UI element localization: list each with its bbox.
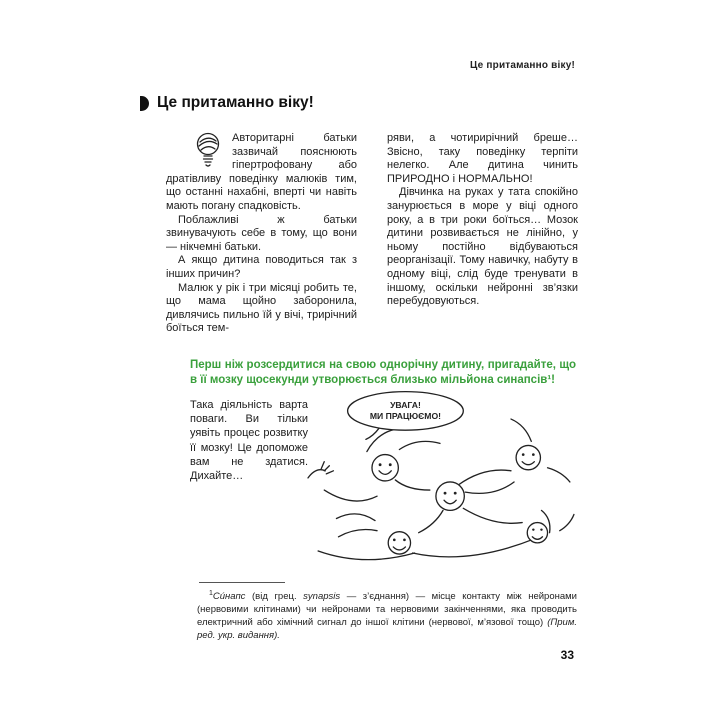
paragraph: ряви, а чотирирічний бреше… Звісно, таку поведінку терпіти нелегко. Але дитина чинить ПРИРОДНО і НОРМАЛЬНО! — [387, 132, 578, 185]
waving-arm-icon — [308, 462, 333, 478]
footnote-divider — [199, 582, 285, 583]
page-number: 33 — [560, 648, 574, 662]
footnote — [197, 582, 577, 642]
footnote-fragment: (від грец. — [245, 591, 304, 603]
neurons-illustration — [306, 388, 578, 580]
neurons-doodle-icon — [306, 388, 578, 580]
neuron-cells — [372, 445, 548, 554]
paragraph: Поблажливі ж батьки звинувачують себе в тому, що вони — нікчемні батьки. — [166, 213, 357, 253]
paragraph: Дівчинка на руках у тата спокійно занурюється в море у віці одного року, а в три роки боїться… Мозок дитини розвивається не лінійно, у ньому постійно відбуваються реорганізації. Тому навичку, набуту в одному віці, слід буде тренувати в іншому, оскільки нейронні зв’язки перебудовуються. — [387, 186, 578, 308]
footnote-term: Сúнапс — [212, 591, 246, 603]
lightbulb-icon — [190, 130, 226, 172]
idea-lightbulb-icon — [166, 132, 228, 164]
footnote-text — [197, 588, 577, 642]
paragraph: Малюк у рік і три місяці робить те, що мама щойно заборонила, дивлячись пильно їй у вічі, трирічний боїться тем- — [166, 281, 357, 335]
two-column-text — [166, 132, 578, 336]
section-heading — [140, 94, 314, 112]
aside-text: Така діяльність варта поваги. Ви тільки уявіть процес розвитку її мозку! Це допоможе вам не здатися. Дихайте… — [190, 399, 308, 483]
speech-bubble — [348, 392, 464, 440]
paragraph: А якщо дитина поводиться так з інших причин? — [166, 254, 357, 280]
footnote-fragment: — з’єднання) — місце контакту між нейронами (нервовими клітинами) чи нейронами та нервовими закінченнями, яка проводить електричний або хімічний сигнал до іншої клітини (нервової, м’язової тощо) — [197, 591, 577, 628]
running-header: Це притаманно віку! — [470, 60, 575, 71]
footnote-marker: 1 — [209, 590, 213, 597]
left-column — [166, 132, 357, 336]
highlighted-callout: Перш ніж розсердитися на свою однорічну дитину, пригадайте, що в її мозку щосекунди утворюється близько мільйона синапсів¹! — [190, 359, 576, 386]
speech-bubble-line1: УВАГА! — [390, 399, 421, 410]
footnote-latin: synapsis — [303, 591, 341, 603]
section-heading-text: Це притаманно віку! — [157, 94, 314, 111]
paragraph — [166, 132, 357, 214]
right-column — [387, 132, 578, 336]
paragraph-text: Авторитарні батьки зазвичай пояснюють гіпертрофовану або дратівливу поведінку малюків тим, що останні нахабні, вперті чи навіть мають погану спадковість. — [166, 132, 357, 212]
footnote-editor-note: (Прим. ред. укр. видання). — [197, 616, 577, 641]
speech-bubble-line2: МИ ПРАЦЮЄМО! — [369, 411, 442, 422]
section-marker-icon — [140, 96, 149, 111]
